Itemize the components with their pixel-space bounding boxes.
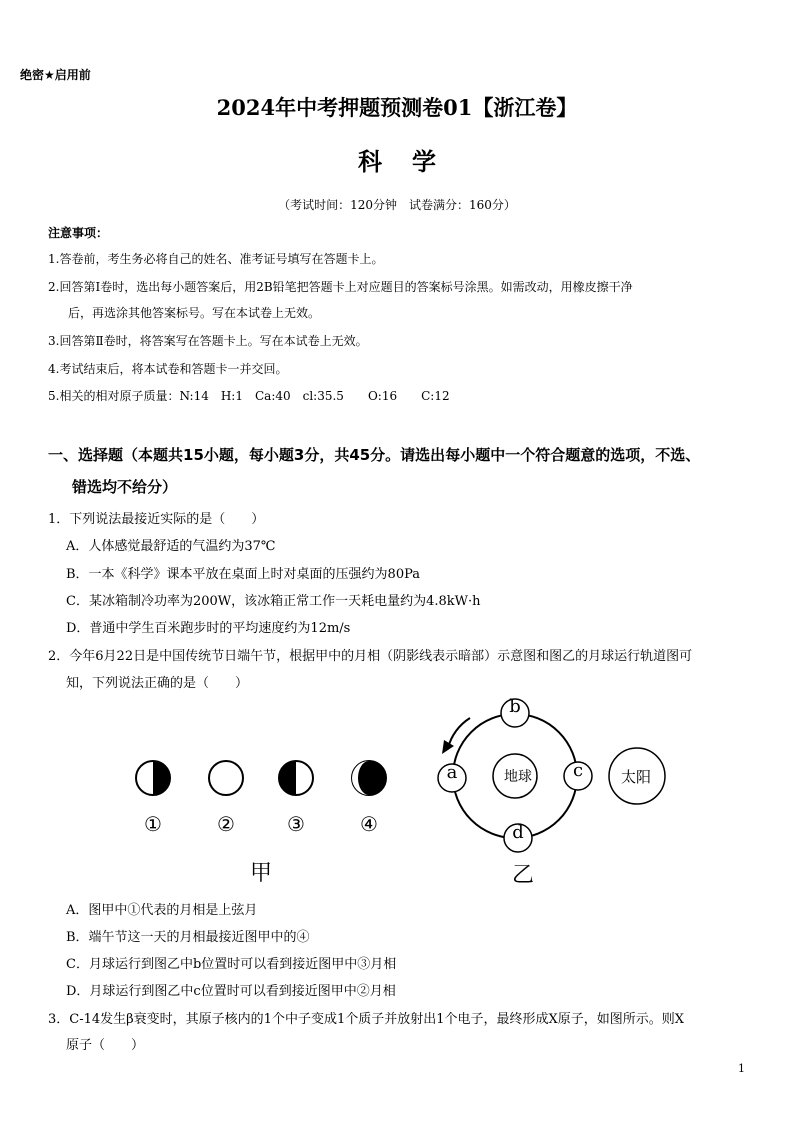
exam-title: 2024年中考押题预测卷01【浙江卷】 [216, 95, 578, 120]
position-a-label: a [446, 762, 458, 783]
note-item: 5.相关的相对原子质量：N:14 H:1 Ca:40 cl:35.5 O:16 C:12 [48, 389, 450, 403]
note-item: 2.回答第Ⅰ卷时，选出每小题答案后，用2B铅笔把答题卡上对应题目的答案标号涂黑。如需改动，用橡皮擦干净 [48, 280, 633, 294]
note-item: 1.答卷前，考生务必将自己的姓名、准考证号填写在答题卡上。 [48, 252, 384, 266]
moon-phase-1-label: ① [144, 812, 162, 836]
question-2-option-b: B．端午节这一天的月相最接近图甲中的④ [66, 930, 310, 945]
note-item-continued: 后，再选涂其他答案标号。写在本试卷上无效。 [68, 306, 321, 320]
position-d-label: d [512, 822, 524, 843]
exam-info: （考试时间：120分钟 试卷满分：160分） [278, 198, 516, 212]
question-1-option-c: C．某冰箱制冷功率为200W，该冰箱正常工作一天耗电量约为4.8kW·h [66, 594, 481, 609]
moon-phase-3-icon [279, 761, 313, 795]
moon-phase-2-label: ② [217, 812, 235, 836]
moon-phase-4-label: ④ [360, 812, 378, 836]
position-c-label: c [572, 760, 584, 781]
figure-yi-caption: 乙 [512, 863, 535, 888]
question-1-option-d: D．普通中学生百米跑步时的平均速度约为12m/s [66, 621, 351, 636]
orbit-arrowhead-icon [442, 740, 454, 754]
moon-phase-4-icon [352, 761, 386, 795]
page-number: 1 [738, 1062, 745, 1075]
question-2-option-a: A．图甲中①代表的月相是上弦月 [66, 903, 258, 918]
moon-phase-2-icon [209, 761, 243, 795]
question-2-option-c: C．月球运行到图乙中b位置时可以看到接近图甲中③月相 [66, 957, 397, 972]
moon-phase-1-icon [136, 761, 170, 795]
question-1-option-b: B．一本《科学》课本平放在桌面上时对桌面的压强约为80Pa [66, 567, 421, 582]
figure-jia-caption: 甲 [250, 861, 273, 886]
question-1-stem: 1．下列说法最接近实际的是（ ） [48, 512, 265, 527]
moon-phases-figure [120, 760, 400, 800]
question-2-stem-continued: 知，下列说法正确的是（ ） [66, 676, 249, 691]
sun-label: 太阳 [620, 768, 651, 786]
question-3-stem-continued: 原子（ ） [66, 1038, 145, 1053]
position-b-label: b [509, 696, 521, 717]
subject-title: 科学 [358, 147, 466, 176]
notes-heading: 注意事项： [48, 226, 109, 240]
question-1-option-a: A．人体感觉最舒适的气温约为37℃ [66, 539, 276, 554]
note-item: 4.考试结束后，将本试卷和答题卡一并交回。 [48, 362, 288, 376]
orbit-direction-icon [448, 718, 470, 748]
question-3-stem: 3．C-14发生β衰变时，其原子核内的1个中子变成1个质子并放射出1个电子，最终形成X原子，如图所示。则X [48, 1012, 684, 1027]
earth-label: 地球 [504, 769, 532, 785]
section-heading: 一、选择题（本题共15小题，每小题3分，共45分。请选出每小题中一个符合题意的选项，不选、 [48, 446, 701, 464]
question-2-stem: 2．今年6月22日是中国传统节日端午节，根据甲中的月相（阴影线表示暗部）示意图和图乙的月球运行轨道图可 [48, 649, 693, 664]
note-item: 3.回答第Ⅱ卷时，将答案写在答题卡上。写在本试卷上无效。 [48, 334, 368, 348]
section-heading-continued: 错选均不给分） [72, 478, 178, 496]
question-2-option-d: D．月球运行到图乙中c位置时可以看到接近图甲中②月相 [66, 984, 396, 999]
confidential-mark: 绝密★启用前 [20, 68, 91, 82]
moon-phase-3-label: ③ [287, 812, 305, 836]
